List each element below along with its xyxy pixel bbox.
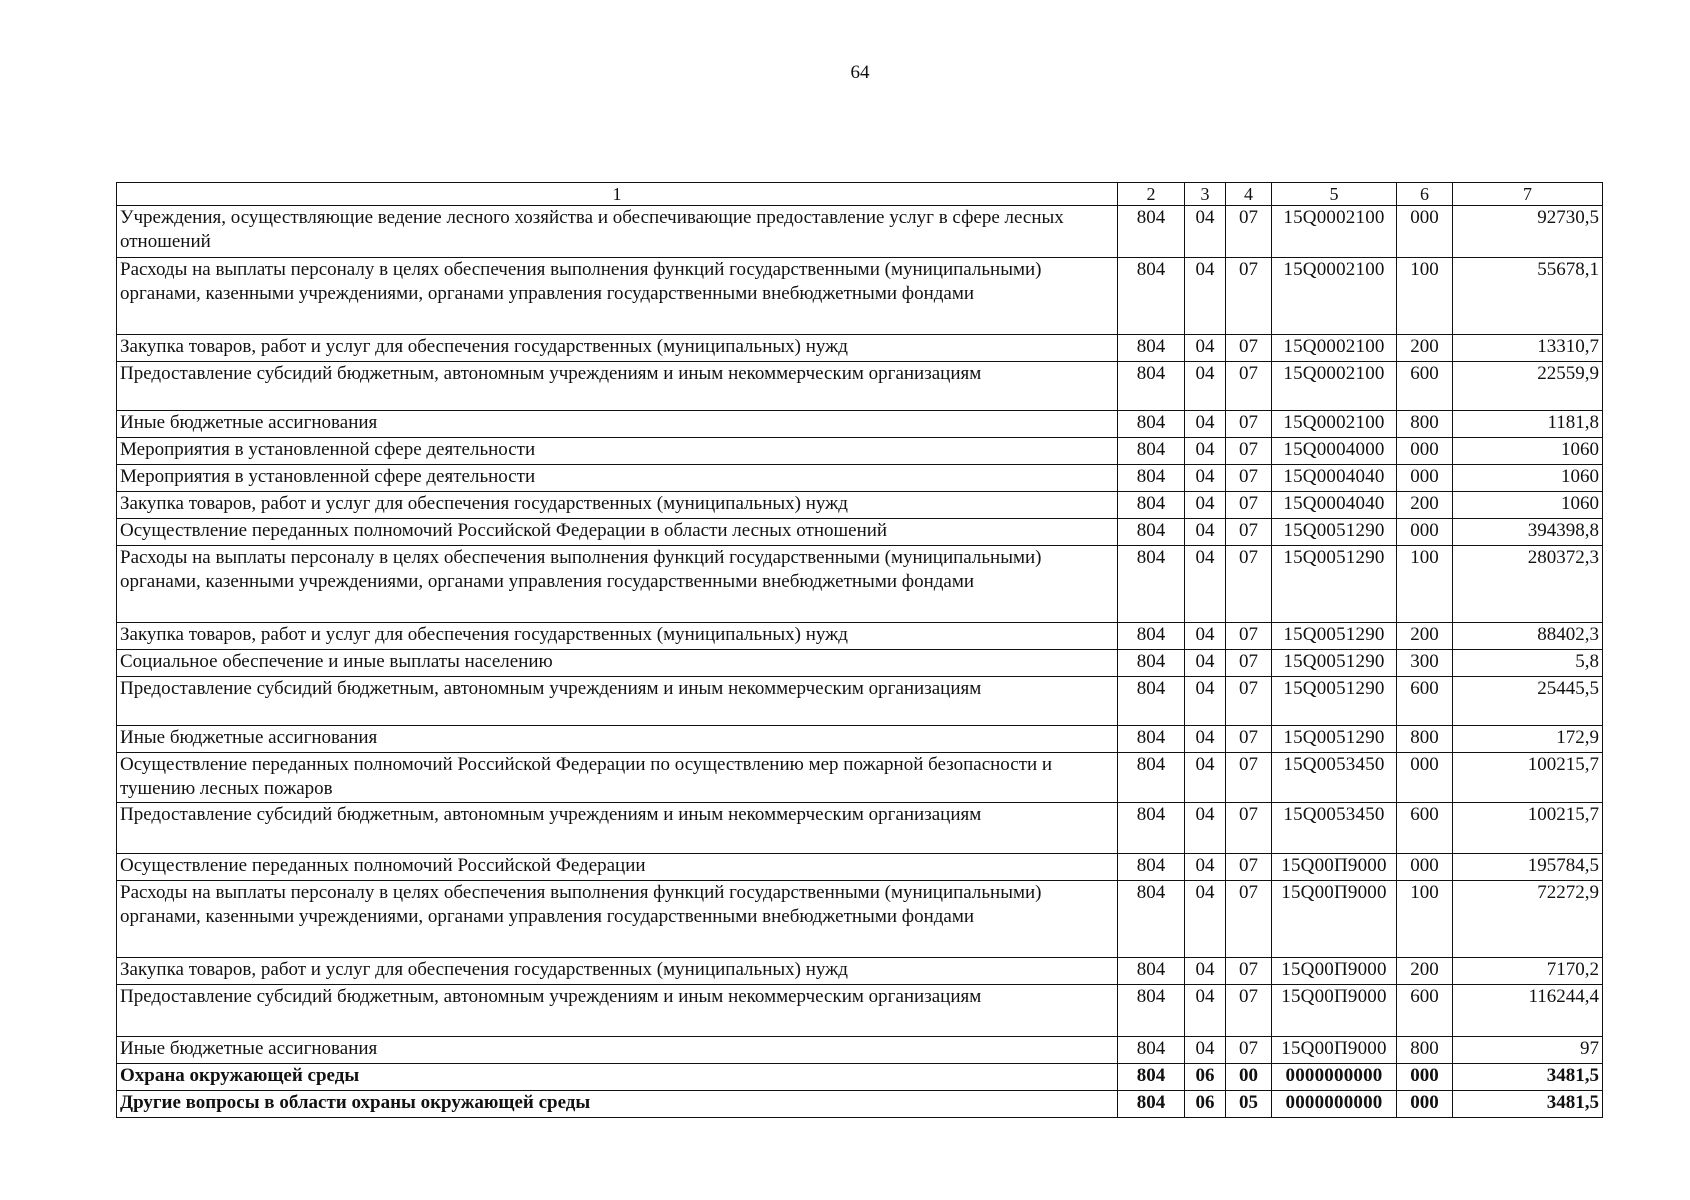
row-name: Расходы на выплаты персоналу в целях обеспечения выполнения функций государственными (муниципальными) органами, казенными учреждениями, органами управления государственными внебюджетными фондами: [117, 546, 1118, 623]
row-expense-type: 600: [1397, 362, 1453, 411]
row-section-code: 04: [1185, 623, 1226, 650]
row-target-article: 15Q0051290: [1272, 623, 1397, 650]
table-row: [117, 206, 1603, 258]
row-section-code: 04: [1185, 206, 1226, 258]
row-amount: 22559,9: [1453, 362, 1603, 411]
row-ved-code: 804: [1118, 1037, 1185, 1064]
row-subsection-code: 07: [1226, 1037, 1272, 1064]
row-section-code: 04: [1185, 258, 1226, 335]
row-amount: 3481,5: [1453, 1091, 1603, 1118]
row-expense-type: 000: [1397, 438, 1453, 465]
row-name: Закупка товаров, работ и услуг для обеспечения государственных (муниципальных) нужд: [117, 335, 1118, 362]
row-target-article: 15Q00П9000: [1272, 985, 1397, 1037]
row-section-code: 04: [1185, 803, 1226, 854]
table-row: [117, 726, 1603, 753]
row-subsection-code: 07: [1226, 985, 1272, 1037]
row-subsection-code: 07: [1226, 362, 1272, 411]
row-name: Мероприятия в установленной сфере деятельности: [117, 438, 1118, 465]
row-subsection-code: 07: [1226, 438, 1272, 465]
row-amount: 280372,3: [1453, 546, 1603, 623]
row-amount: 7170,2: [1453, 958, 1603, 985]
row-amount: 25445,5: [1453, 677, 1603, 726]
row-section-code: 04: [1185, 438, 1226, 465]
row-expense-type: 100: [1397, 881, 1453, 958]
row-amount: 97: [1453, 1037, 1603, 1064]
row-target-article: 15Q0051290: [1272, 546, 1397, 623]
row-target-article: 15Q0051290: [1272, 519, 1397, 546]
row-target-article: 15Q0002100: [1272, 411, 1397, 438]
row-subsection-code: 07: [1226, 519, 1272, 546]
row-expense-type: 300: [1397, 650, 1453, 677]
row-target-article: 15Q0004000: [1272, 438, 1397, 465]
row-expense-type: 200: [1397, 492, 1453, 519]
row-target-article: 15Q0053450: [1272, 753, 1397, 803]
row-target-article: 15Q0051290: [1272, 726, 1397, 753]
row-ved-code: 804: [1118, 206, 1185, 258]
row-name: Другие вопросы в области охраны окружающей среды: [117, 1091, 1118, 1118]
row-ved-code: 804: [1118, 854, 1185, 881]
row-section-code: 04: [1185, 465, 1226, 492]
row-subsection-code: 07: [1226, 623, 1272, 650]
row-amount: 1181,8: [1453, 411, 1603, 438]
row-ved-code: 804: [1118, 803, 1185, 854]
row-target-article: 15Q0002100: [1272, 335, 1397, 362]
row-subsection-code: 07: [1226, 465, 1272, 492]
row-subsection-code: 07: [1226, 650, 1272, 677]
row-subsection-code: 07: [1226, 753, 1272, 803]
row-target-article: 15Q00П9000: [1272, 854, 1397, 881]
row-expense-type: 100: [1397, 258, 1453, 335]
row-target-article: 15Q0002100: [1272, 362, 1397, 411]
row-expense-type: 600: [1397, 677, 1453, 726]
row-target-article: 15Q0004040: [1272, 465, 1397, 492]
row-amount: 92730,5: [1453, 206, 1603, 258]
table-row: [117, 958, 1603, 985]
row-subsection-code: 07: [1226, 854, 1272, 881]
row-expense-type: 200: [1397, 958, 1453, 985]
table-row: [117, 519, 1603, 546]
row-expense-type: 000: [1397, 519, 1453, 546]
row-amount: 195784,5: [1453, 854, 1603, 881]
row-name: Мероприятия в установленной сфере деятельности: [117, 465, 1118, 492]
row-section-code: 04: [1185, 519, 1226, 546]
row-expense-type: 800: [1397, 411, 1453, 438]
row-name: Осуществление переданных полномочий Российской Федерации по осуществлению мер пожарной безопасности и тушению лесных пожаров: [117, 753, 1118, 803]
row-section-code: 04: [1185, 985, 1226, 1037]
row-amount: 172,9: [1453, 726, 1603, 753]
row-section-code: 04: [1185, 958, 1226, 985]
row-amount: 5,8: [1453, 650, 1603, 677]
row-section-code: 04: [1185, 1037, 1226, 1064]
row-name: Охрана окружающей среды: [117, 1064, 1118, 1091]
row-name: Предоставление субсидий бюджетным, автономным учреждениям и иным некоммерческим организациям: [117, 677, 1118, 726]
row-expense-type: 200: [1397, 335, 1453, 362]
row-name: Иные бюджетные ассигнования: [117, 1037, 1118, 1064]
row-expense-type: 600: [1397, 803, 1453, 854]
row-ved-code: 804: [1118, 1091, 1185, 1118]
table-row: [117, 623, 1603, 650]
header-col-5: 5: [1272, 183, 1397, 206]
row-name: Предоставление субсидий бюджетным, автономным учреждениям и иным некоммерческим организациям: [117, 985, 1118, 1037]
table-body: [117, 206, 1603, 1118]
row-name: Иные бюджетные ассигнования: [117, 726, 1118, 753]
row-amount: 1060: [1453, 465, 1603, 492]
row-ved-code: 804: [1118, 650, 1185, 677]
row-ved-code: 804: [1118, 1064, 1185, 1091]
row-section-code: 04: [1185, 650, 1226, 677]
row-section-code: 04: [1185, 411, 1226, 438]
budget-table: [116, 182, 1603, 1118]
row-section-code: 04: [1185, 546, 1226, 623]
header-col-4: 4: [1226, 183, 1272, 206]
table-row: [117, 1037, 1603, 1064]
row-expense-type: 600: [1397, 985, 1453, 1037]
row-ved-code: 804: [1118, 958, 1185, 985]
table-row: [117, 985, 1603, 1037]
row-ved-code: 804: [1118, 335, 1185, 362]
table-row: [117, 411, 1603, 438]
row-target-article: 15Q0053450: [1272, 803, 1397, 854]
row-subsection-code: 07: [1226, 335, 1272, 362]
row-amount: 3481,5: [1453, 1064, 1603, 1091]
row-expense-type: 000: [1397, 753, 1453, 803]
row-target-article: 0000000000: [1272, 1091, 1397, 1118]
row-expense-type: 100: [1397, 546, 1453, 623]
row-amount: 55678,1: [1453, 258, 1603, 335]
row-expense-type: 800: [1397, 1037, 1453, 1064]
row-amount: 394398,8: [1453, 519, 1603, 546]
row-ved-code: 804: [1118, 492, 1185, 519]
row-expense-type: 000: [1397, 1091, 1453, 1118]
row-subsection-code: 07: [1226, 958, 1272, 985]
header-col-1: 1: [117, 183, 1118, 206]
row-name: Предоставление субсидий бюджетным, автономным учреждениям и иным некоммерческим организациям: [117, 362, 1118, 411]
row-name: Предоставление субсидий бюджетным, автономным учреждениям и иным некоммерческим организациям: [117, 803, 1118, 854]
table-row: [117, 1091, 1603, 1118]
row-target-article: 15Q0002100: [1272, 206, 1397, 258]
row-subsection-code: 07: [1226, 206, 1272, 258]
table-row: [117, 465, 1603, 492]
table-row: [117, 854, 1603, 881]
row-section-code: 04: [1185, 854, 1226, 881]
row-ved-code: 804: [1118, 985, 1185, 1037]
row-name: Осуществление переданных полномочий Российской Федерации: [117, 854, 1118, 881]
row-subsection-code: 07: [1226, 803, 1272, 854]
row-ved-code: 804: [1118, 258, 1185, 335]
row-ved-code: 804: [1118, 438, 1185, 465]
row-name: Расходы на выплаты персоналу в целях обеспечения выполнения функций государственными (муниципальными) органами, казенными учреждениями, органами управления государственными внебюджетными фондами: [117, 881, 1118, 958]
row-ved-code: 804: [1118, 411, 1185, 438]
row-subsection-code: 07: [1226, 411, 1272, 438]
row-section-code: 06: [1185, 1064, 1226, 1091]
row-ved-code: 804: [1118, 623, 1185, 650]
row-ved-code: 804: [1118, 726, 1185, 753]
row-amount: 1060: [1453, 438, 1603, 465]
row-ved-code: 804: [1118, 362, 1185, 411]
header-col-6: 6: [1397, 183, 1453, 206]
row-name: Закупка товаров, работ и услуг для обеспечения государственных (муниципальных) нужд: [117, 623, 1118, 650]
row-target-article: 15Q0051290: [1272, 677, 1397, 726]
row-ved-code: 804: [1118, 465, 1185, 492]
header-col-7: 7: [1453, 183, 1603, 206]
row-name: Осуществление переданных полномочий Российской Федерации в области лесных отношений: [117, 519, 1118, 546]
row-subsection-code: 05: [1226, 1091, 1272, 1118]
row-target-article: 0000000000: [1272, 1064, 1397, 1091]
row-section-code: 04: [1185, 362, 1226, 411]
row-amount: 100215,7: [1453, 803, 1603, 854]
page-number: 64: [850, 62, 870, 83]
table-row: [117, 803, 1603, 854]
row-section-code: 04: [1185, 753, 1226, 803]
table-row: [117, 335, 1603, 362]
row-section-code: 04: [1185, 335, 1226, 362]
row-amount: 88402,3: [1453, 623, 1603, 650]
table-row: [117, 753, 1603, 803]
row-ved-code: 804: [1118, 753, 1185, 803]
row-section-code: 04: [1185, 677, 1226, 726]
row-expense-type: 800: [1397, 726, 1453, 753]
row-name: Закупка товаров, работ и услуг для обеспечения государственных (муниципальных) нужд: [117, 958, 1118, 985]
row-expense-type: 000: [1397, 206, 1453, 258]
row-expense-type: 000: [1397, 465, 1453, 492]
row-ved-code: 804: [1118, 677, 1185, 726]
row-target-article: 15Q00П9000: [1272, 958, 1397, 985]
row-name: Иные бюджетные ассигнования: [117, 411, 1118, 438]
row-amount: 13310,7: [1453, 335, 1603, 362]
row-ved-code: 804: [1118, 519, 1185, 546]
row-ved-code: 804: [1118, 881, 1185, 958]
row-amount: 116244,4: [1453, 985, 1603, 1037]
row-name: Учреждения, осуществляющие ведение лесного хозяйства и обеспечивающие предоставление услуг в сфере лесных отношений: [117, 206, 1118, 258]
table-row: [117, 492, 1603, 519]
table-row: [117, 650, 1603, 677]
table-row: [117, 1064, 1603, 1091]
header-col-3: 3: [1185, 183, 1226, 206]
header-row: [117, 183, 1603, 206]
header-col-2: 2: [1118, 183, 1185, 206]
row-section-code: 04: [1185, 492, 1226, 519]
table-row: [117, 881, 1603, 958]
row-amount: 100215,7: [1453, 753, 1603, 803]
row-subsection-code: 07: [1226, 677, 1272, 726]
row-expense-type: 000: [1397, 854, 1453, 881]
row-subsection-code: 07: [1226, 492, 1272, 519]
row-ved-code: 804: [1118, 546, 1185, 623]
row-target-article: 15Q00П9000: [1272, 1037, 1397, 1064]
table-row: [117, 546, 1603, 623]
row-expense-type: 200: [1397, 623, 1453, 650]
row-subsection-code: 07: [1226, 881, 1272, 958]
row-subsection-code: 00: [1226, 1064, 1272, 1091]
table-row: [117, 677, 1603, 726]
row-subsection-code: 07: [1226, 726, 1272, 753]
row-name: Расходы на выплаты персоналу в целях обеспечения выполнения функций государственными (муниципальными) органами, казенными учреждениями, органами управления государственными внебюджетными фондами: [117, 258, 1118, 335]
row-section-code: 04: [1185, 726, 1226, 753]
row-target-article: 15Q0051290: [1272, 650, 1397, 677]
row-subsection-code: 07: [1226, 546, 1272, 623]
row-subsection-code: 07: [1226, 258, 1272, 335]
row-amount: 72272,9: [1453, 881, 1603, 958]
row-name: Закупка товаров, работ и услуг для обеспечения государственных (муниципальных) нужд: [117, 492, 1118, 519]
row-target-article: 15Q00П9000: [1272, 881, 1397, 958]
row-section-code: 06: [1185, 1091, 1226, 1118]
row-name: Социальное обеспечение и иные выплаты населению: [117, 650, 1118, 677]
table-row: [117, 258, 1603, 335]
table-row: [117, 362, 1603, 411]
row-section-code: 04: [1185, 881, 1226, 958]
table-row: [117, 438, 1603, 465]
row-target-article: 15Q0002100: [1272, 258, 1397, 335]
row-target-article: 15Q0004040: [1272, 492, 1397, 519]
row-expense-type: 000: [1397, 1064, 1453, 1091]
row-amount: 1060: [1453, 492, 1603, 519]
